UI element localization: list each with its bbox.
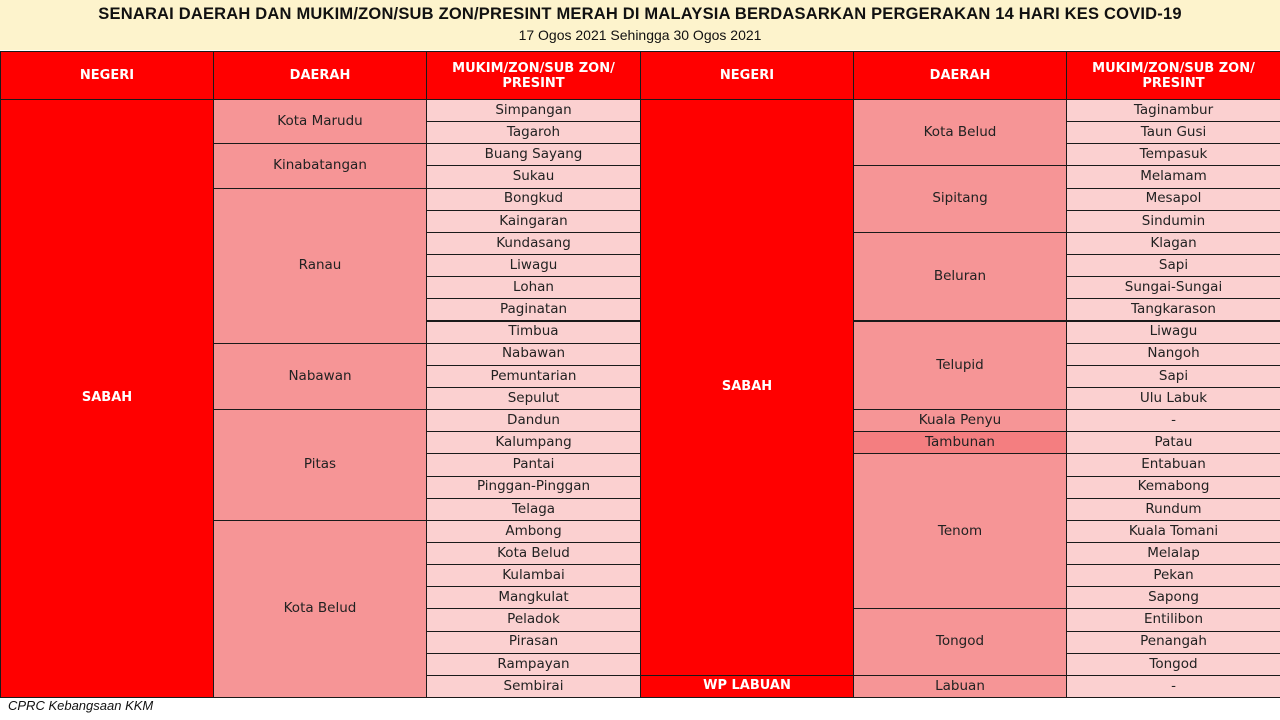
- negeri-cell: SABAH: [0, 99, 214, 698]
- daerah-cell: Pitas: [213, 409, 427, 521]
- mukim-cell: Paginatan: [426, 298, 641, 321]
- daerah-cell: Nabawan: [213, 343, 427, 410]
- daerah-cell: Kota Marudu: [213, 99, 427, 144]
- mukim-cell: Pirasan: [426, 631, 641, 654]
- mukim-cell: Sepulut: [426, 387, 641, 410]
- mukim-cell: Tangkarason: [1066, 298, 1280, 321]
- mukim-cell: Rampayan: [426, 653, 641, 676]
- mukim-cell: Ambong: [426, 520, 641, 543]
- mukim-cell: Tagaroh: [426, 121, 641, 144]
- mukim-cell: Mesapol: [1066, 188, 1280, 211]
- daerah-cell: Sipitang: [853, 165, 1067, 232]
- header-negeri: NEGERI: [0, 51, 214, 102]
- mukim-cell: Penangah: [1066, 631, 1280, 654]
- mukim-cell: Peladok: [426, 608, 641, 631]
- header-daerah: DAERAH: [853, 51, 1067, 102]
- mukim-cell: Sungai-Sungai: [1066, 276, 1280, 299]
- daerah-cell: Kinabatangan: [213, 143, 427, 188]
- mukim-cell: Nabawan: [426, 343, 641, 366]
- mukim-cell: Dandun: [426, 409, 641, 432]
- header-negeri: NEGERI: [640, 51, 854, 102]
- daerah-cell: Tongod: [853, 608, 1067, 675]
- daerah-cell: Labuan: [853, 675, 1067, 698]
- mukim-cell: Entabuan: [1066, 453, 1280, 476]
- footer-credit: CPRC Kebangsaan KKM: [8, 698, 154, 713]
- mukim-cell: Sindumin: [1066, 210, 1280, 233]
- mukim-cell: Sapi: [1066, 365, 1280, 388]
- mukim-cell: Lohan: [426, 276, 641, 299]
- daerah-cell: Ranau: [213, 188, 427, 344]
- daerah-cell: Beluran: [853, 232, 1067, 322]
- daerah-cell: Tambunan: [853, 431, 1067, 454]
- mukim-cell: -: [1066, 409, 1280, 432]
- mukim-cell: Liwagu: [426, 254, 641, 277]
- mukim-cell: Sukau: [426, 165, 641, 188]
- mukim-cell: Kuala Tomani: [1066, 520, 1280, 543]
- header-mukim: MUKIM/ZON/SUB ZON/ PRESINT: [1066, 51, 1280, 102]
- mukim-cell: Buang Sayang: [426, 143, 641, 166]
- daerah-cell: Kota Belud: [853, 99, 1067, 166]
- mukim-cell: Pinggan-Pinggan: [426, 476, 641, 499]
- negeri-cell: SABAH: [640, 99, 854, 676]
- daerah-cell: Telupid: [853, 321, 1067, 411]
- daerah-cell: Tenom: [853, 453, 1067, 609]
- mukim-cell: Sapong: [1066, 586, 1280, 609]
- mukim-cell: Nangoh: [1066, 343, 1280, 366]
- negeri-cell: WP LABUAN: [640, 675, 854, 698]
- mukim-cell: Liwagu: [1066, 321, 1280, 344]
- mukim-cell: Kemabong: [1066, 476, 1280, 499]
- mukim-cell: Timbua: [426, 321, 641, 344]
- mukim-cell: Melalap: [1066, 542, 1280, 565]
- mukim-cell: Sembirai: [426, 675, 641, 698]
- mukim-cell: Patau: [1066, 431, 1280, 454]
- mukim-cell: Telaga: [426, 498, 641, 521]
- date-range-subtitle: 17 Ogos 2021 Sehingga 30 Ogos 2021: [518, 27, 762, 43]
- header-daerah: DAERAH: [213, 51, 427, 102]
- mukim-cell: Bongkud: [426, 188, 641, 211]
- mukim-cell: Tongod: [1066, 653, 1280, 676]
- mukim-cell: Klagan: [1066, 232, 1280, 255]
- mukim-cell: Pantai: [426, 453, 641, 476]
- mukim-cell: Pemuntarian: [426, 365, 641, 388]
- mukim-cell: Mangkulat: [426, 586, 641, 609]
- mukim-cell: Rundum: [1066, 498, 1280, 521]
- mukim-cell: Tempasuk: [1066, 143, 1280, 166]
- daerah-cell: Kuala Penyu: [853, 409, 1067, 432]
- mukim-cell: Melamam: [1066, 165, 1280, 188]
- mukim-cell: Kundasang: [426, 232, 641, 255]
- daerah-cell: Kota Belud: [213, 520, 427, 698]
- mukim-cell: Ulu Labuk: [1066, 387, 1280, 410]
- page-title: SENARAI DAERAH DAN MUKIM/ZON/SUB ZON/PRESINT MERAH DI MALAYSIA BERDASARKAN PERGERAKAN 14 HARI KES COVID-19: [98, 5, 1182, 23]
- mukim-cell: Kota Belud: [426, 542, 641, 565]
- mukim-cell: Kalumpang: [426, 431, 641, 454]
- mukim-cell: Kulambai: [426, 564, 641, 587]
- mukim-cell: Sapi: [1066, 254, 1280, 277]
- mukim-cell: -: [1066, 675, 1280, 698]
- mukim-cell: Simpangan: [426, 99, 641, 122]
- mukim-cell: Pekan: [1066, 564, 1280, 587]
- mukim-cell: Entilibon: [1066, 608, 1280, 631]
- mukim-cell: Taun Gusi: [1066, 121, 1280, 144]
- mukim-cell: Taginambur: [1066, 99, 1280, 122]
- header-mukim: MUKIM/ZON/SUB ZON/ PRESINT: [426, 51, 641, 102]
- mukim-cell: Kaingaran: [426, 210, 641, 233]
